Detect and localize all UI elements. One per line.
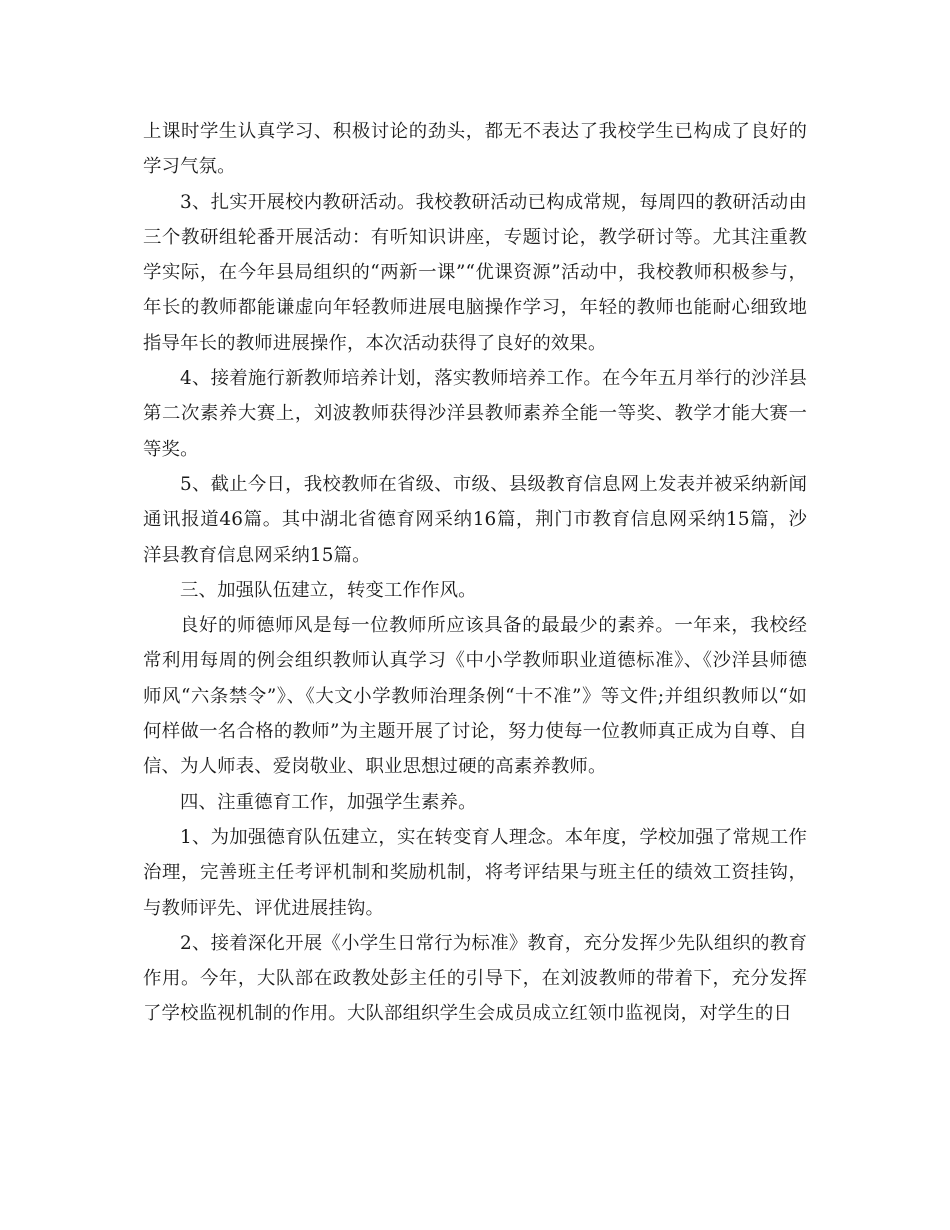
paragraph-behavior-standards: 2、接着深化开展《小学生日常行为标准》教育，充分发挥少先队组织的教育作用。今年，大队部在政教处彭主任的引导下，在刘波教师的带着下，充分发挥了学校监视机制的作用。大队部组织学生会成员成立红领巾监视岗，对学生的日 [143,932,807,1025]
paragraph-news-reports: 5、截止今日，我校教师在省级、市级、县级教育信息网上发表并被采纳新闻通讯报道46篇。其中湖北省德育网采纳16篇，荆门市教育信息网采纳15篇，沙洋县教育信息网采纳15篇。 [143,473,807,566]
paragraph-teaching-research: 3、扎实开展校内教研活动。我校教研活动已构成常规，每周四的教研活动由三个教研组轮番开展活动：有听知识讲座，专题讨论，教学研讨等。尤其注重教学实际，在今年县局组织的“两新一课”“优课资源”活动中，我校教师积极参与，年长的教师都能谦虚向年轻教师进展电脑操作学习，年轻的教师也能耐心细致地指导年长的教师进展操作，本次活动获得了良好的效果。 [143,191,807,354]
section-heading-team-building: 三、加强队伍建立，转变工作作风。 [180,579,477,601]
document-body [143,114,807,1032]
paragraph-continuation: 上课时学生认真学习、积极讨论的劲头，都无不表达了我校学生已构成了良好的学习气氛。 [143,121,807,178]
paragraph-teacher-ethics: 良好的师德师风是每一位教师所应该具备的最最少的素养。一年来，我校经常利用每周的例会组织教师认真学习《中小学教师职业道德标准》、《沙洋县师德师风“六条禁令”》、《大文小学教师治理条例“十不准”》等文件;并组织教师以“如何样做一名合格的教师”为主题开展了讨论，努力使每一位教师真正成为自尊、自信、为人师表、爱岗敬业、职业思想过硬的高素养教师。 [143,615,807,778]
paragraph-teacher-training: 4、接着施行新教师培养计划，落实教师培养工作。在今年五月举行的沙洋县第二次素养大赛上，刘波教师获得沙洋县教师素养全能一等奖、教学才能大赛一等奖。 [143,368,807,460]
section-heading-moral-education: 四、注重德育工作，加强学生素养。 [180,791,477,813]
paragraph-moral-team: 1、为加强德育队伍建立，实在转变育人理念。本年度，学校加强了常规工作治理，完善班主任考评机制和奖励机制，将考评结果与班主任的绩效工资挂钩，与教师评先、评优进展挂钩。 [143,826,807,919]
